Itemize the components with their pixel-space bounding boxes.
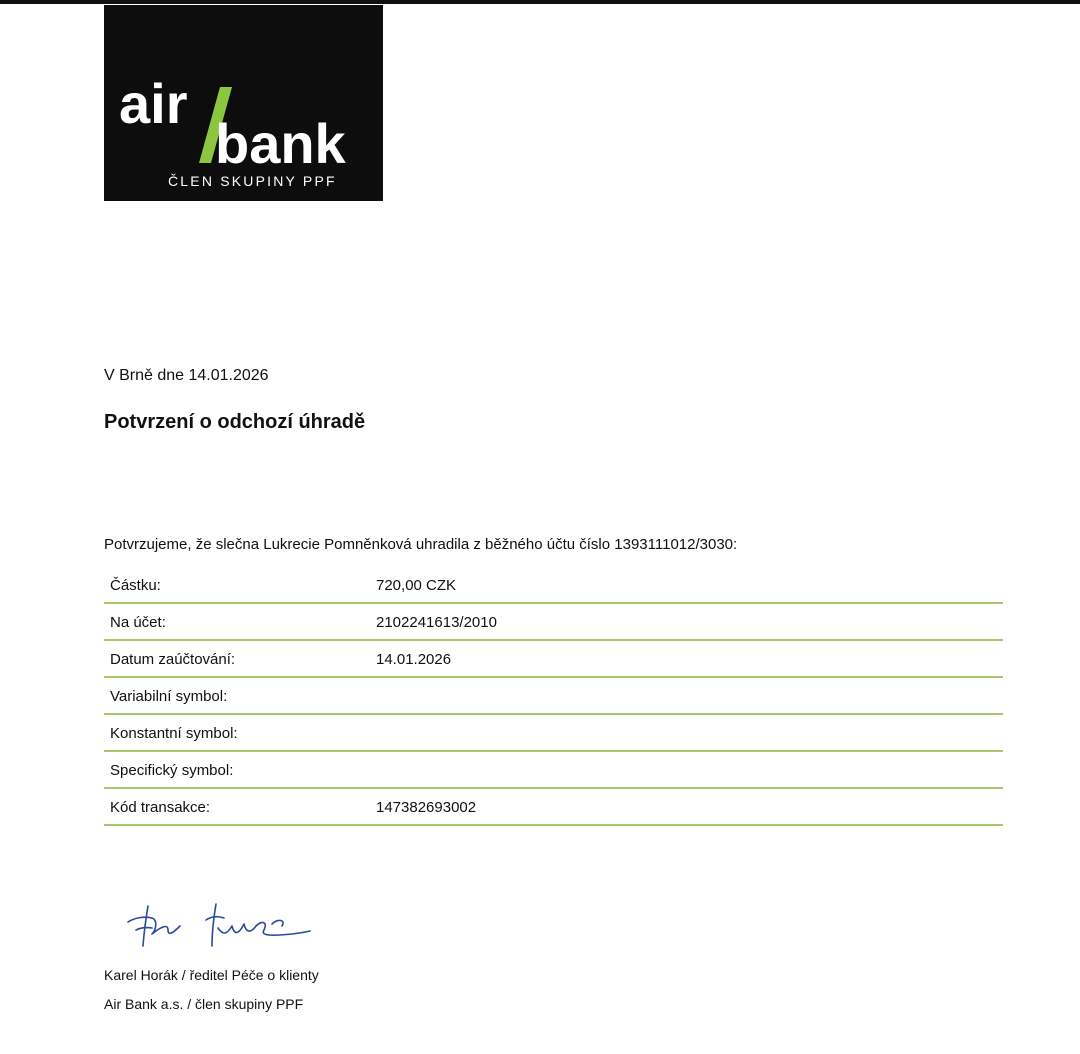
detail-value: 2102241613/2010 — [376, 614, 497, 631]
detail-label: Datum zaúčtování: — [110, 651, 236, 668]
handwritten-signature — [122, 896, 322, 956]
detail-value: 147382693002 — [376, 799, 477, 816]
detail-row-posting-date — [104, 641, 1003, 678]
detail-row-amount — [104, 567, 1003, 604]
detail-row-transaction-code — [104, 789, 1003, 826]
detail-value: 14.01.2026 — [376, 651, 452, 668]
air-bank-logo — [104, 5, 383, 201]
detail-row-constant-symbol — [104, 715, 1003, 752]
detail-label: Kód transakce: — [110, 799, 211, 816]
detail-label: Na účet: — [110, 614, 166, 631]
detail-row-variable-symbol — [104, 678, 1003, 715]
detail-label: Variabilní symbol: — [110, 688, 228, 705]
logo-tagline: ČLEN SKUPINY PPF — [168, 173, 337, 189]
signer-name: Karel Horák / ředitel Péče o klienty — [104, 967, 319, 983]
logo-word-air: air — [119, 72, 188, 135]
document-title: Potvrzení o odchozí úhradě — [104, 411, 366, 433]
payment-details-table — [104, 567, 1003, 826]
top-rule — [0, 0, 1080, 4]
detail-label: Specifický symbol: — [110, 762, 234, 779]
place-date: V Brně dne 14.01.2026 — [104, 367, 269, 384]
logo-word-bank: bank — [215, 112, 346, 175]
detail-row-specific-symbol — [104, 752, 1003, 789]
logo-graphic — [104, 5, 383, 201]
intro-text: Potvrzujeme, že slečna Lukrecie Pomněnková uhradila z běžného účtu číslo 1393111012/3030: — [104, 536, 738, 553]
detail-label: Konstantní symbol: — [110, 725, 238, 742]
company-name: Air Bank a.s. / člen skupiny PPF — [104, 996, 304, 1012]
detail-value: 720,00 CZK — [376, 577, 457, 594]
detail-row-account — [104, 604, 1003, 641]
detail-label: Částku: — [110, 577, 161, 594]
